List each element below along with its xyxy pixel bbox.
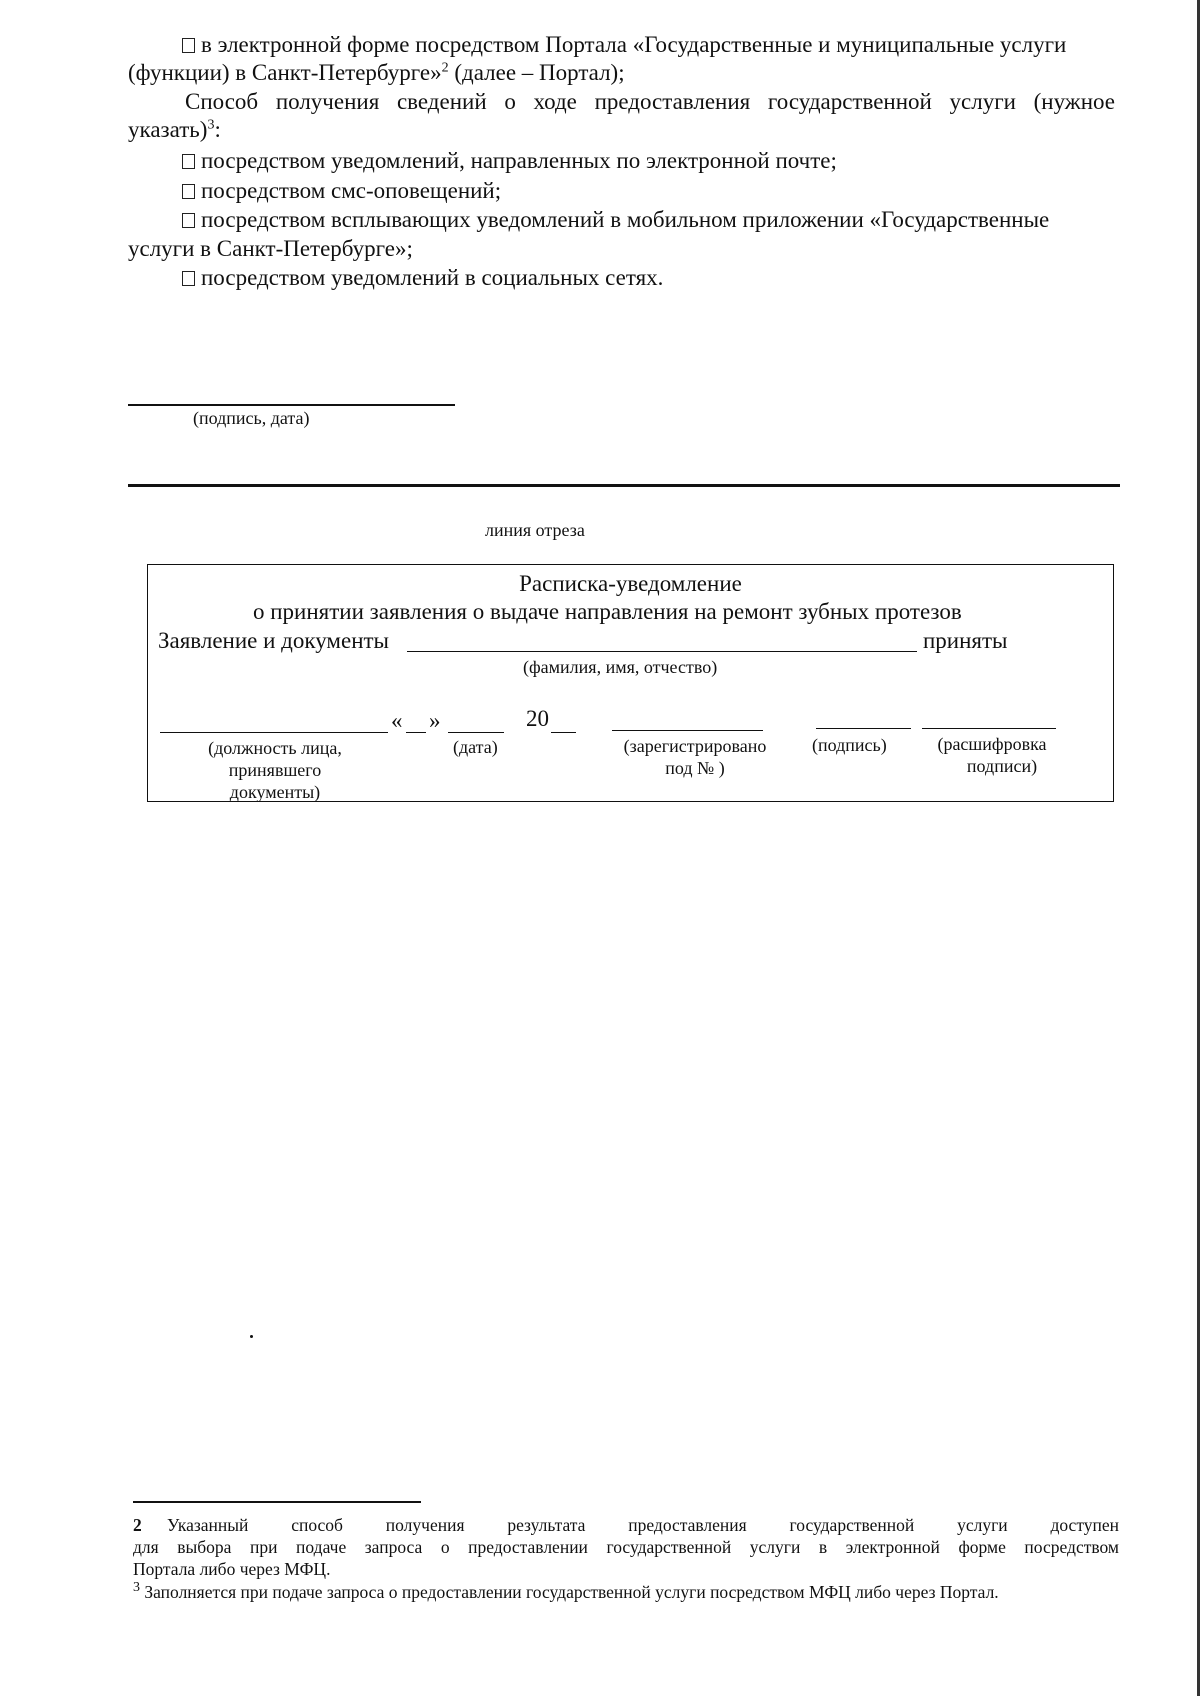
date-close-quote: » (429, 708, 441, 733)
receipt-title: Расписка-уведомление (519, 571, 742, 596)
accepted-prefix: Заявление и документы (158, 628, 390, 653)
date-open-quote: « (391, 708, 403, 733)
signature-caption: (подпись, дата) (193, 408, 310, 428)
info-method-heading: Способ получения сведений о ходе предоставления государственной услуги (нужное (185, 89, 1115, 114)
sms-option[interactable]: посредством смс-оповещений; (182, 176, 501, 205)
position-line[interactable] (160, 732, 388, 733)
month-line[interactable] (448, 732, 504, 733)
receipt-signature-line[interactable] (816, 728, 911, 729)
push-option-cont: услуги в Санкт-Петербурге»; (128, 236, 413, 261)
signature-line[interactable] (128, 404, 455, 406)
footnote-ref-2: 2 (441, 60, 449, 76)
decoding-caption: (расшифровка подписи) (937, 734, 1047, 776)
cut-line (128, 484, 1120, 487)
push-option[interactable]: посредством всплывающих уведомлений в мобильном приложении «Государственные (182, 205, 1049, 234)
receipt-subtitle: о принятии заявления о выдаче направления на ремонт зубных протезов (253, 599, 962, 624)
day-line[interactable] (406, 732, 426, 733)
push-option-checkbox[interactable] (182, 213, 195, 228)
decoding-line[interactable] (922, 728, 1056, 729)
fio-line[interactable] (407, 651, 917, 652)
receipt-signature-caption: (подпись) (812, 735, 887, 755)
footnote-2-line3: Портала либо через МФЦ. (133, 1559, 331, 1579)
footnote-ref-3: 3 (207, 117, 215, 133)
email-option-checkbox[interactable] (182, 154, 195, 169)
footnote-2-line1: Указанный способ получения результата предоставления государственной услуги доступен (167, 1515, 1119, 1535)
year-prefix: 20 (526, 706, 549, 731)
footnote-3 (133, 1581, 999, 1603)
social-option[interactable]: посредством уведомлений в социальных сетях. (182, 263, 663, 292)
footnote-3-number: 3 (133, 1580, 140, 1596)
footnote-2-line2: для выбора при подаче запроса о предоставлении государственной услуги в электронной форме посредством (133, 1537, 1119, 1557)
portal-option[interactable] (182, 30, 1066, 59)
portal-option-cont: (функции) в Санкт-Петербурге»$^2$ (далее – Портал); (128, 60, 625, 85)
social-option-checkbox[interactable] (182, 271, 195, 286)
footnote-3-text: Заполняется при подаче запроса о предоставлении государственной услуги посредством МФЦ либо через Портал. (144, 1582, 999, 1602)
footnote-separator (133, 1501, 421, 1503)
position-caption: (должность лица, принявшего документы) (208, 738, 342, 802)
stray-dot (250, 1335, 253, 1338)
registered-line[interactable] (612, 730, 763, 731)
date-caption: (дата) (453, 737, 498, 757)
portal-option-text: в электронной форме посредством Портала «Государственные и муниципальные услуги (201, 32, 1067, 57)
footnote-2-number: 2 (133, 1515, 142, 1535)
sms-option-checkbox[interactable] (182, 184, 195, 199)
year-line[interactable] (551, 732, 576, 733)
accepted-suffix: приняты (923, 628, 1008, 653)
email-option[interactable]: посредством уведомлений, направленных по электронной почте; (182, 146, 837, 175)
info-method-heading-cont: указать)$^3$: (128, 117, 221, 142)
cut-line-label: линия отреза (485, 520, 585, 540)
registered-caption: (зарегистрировано под № ) (623, 736, 767, 778)
fio-caption: (фамилия, имя, отчество) (523, 657, 718, 677)
portal-option-checkbox[interactable] (182, 38, 195, 53)
